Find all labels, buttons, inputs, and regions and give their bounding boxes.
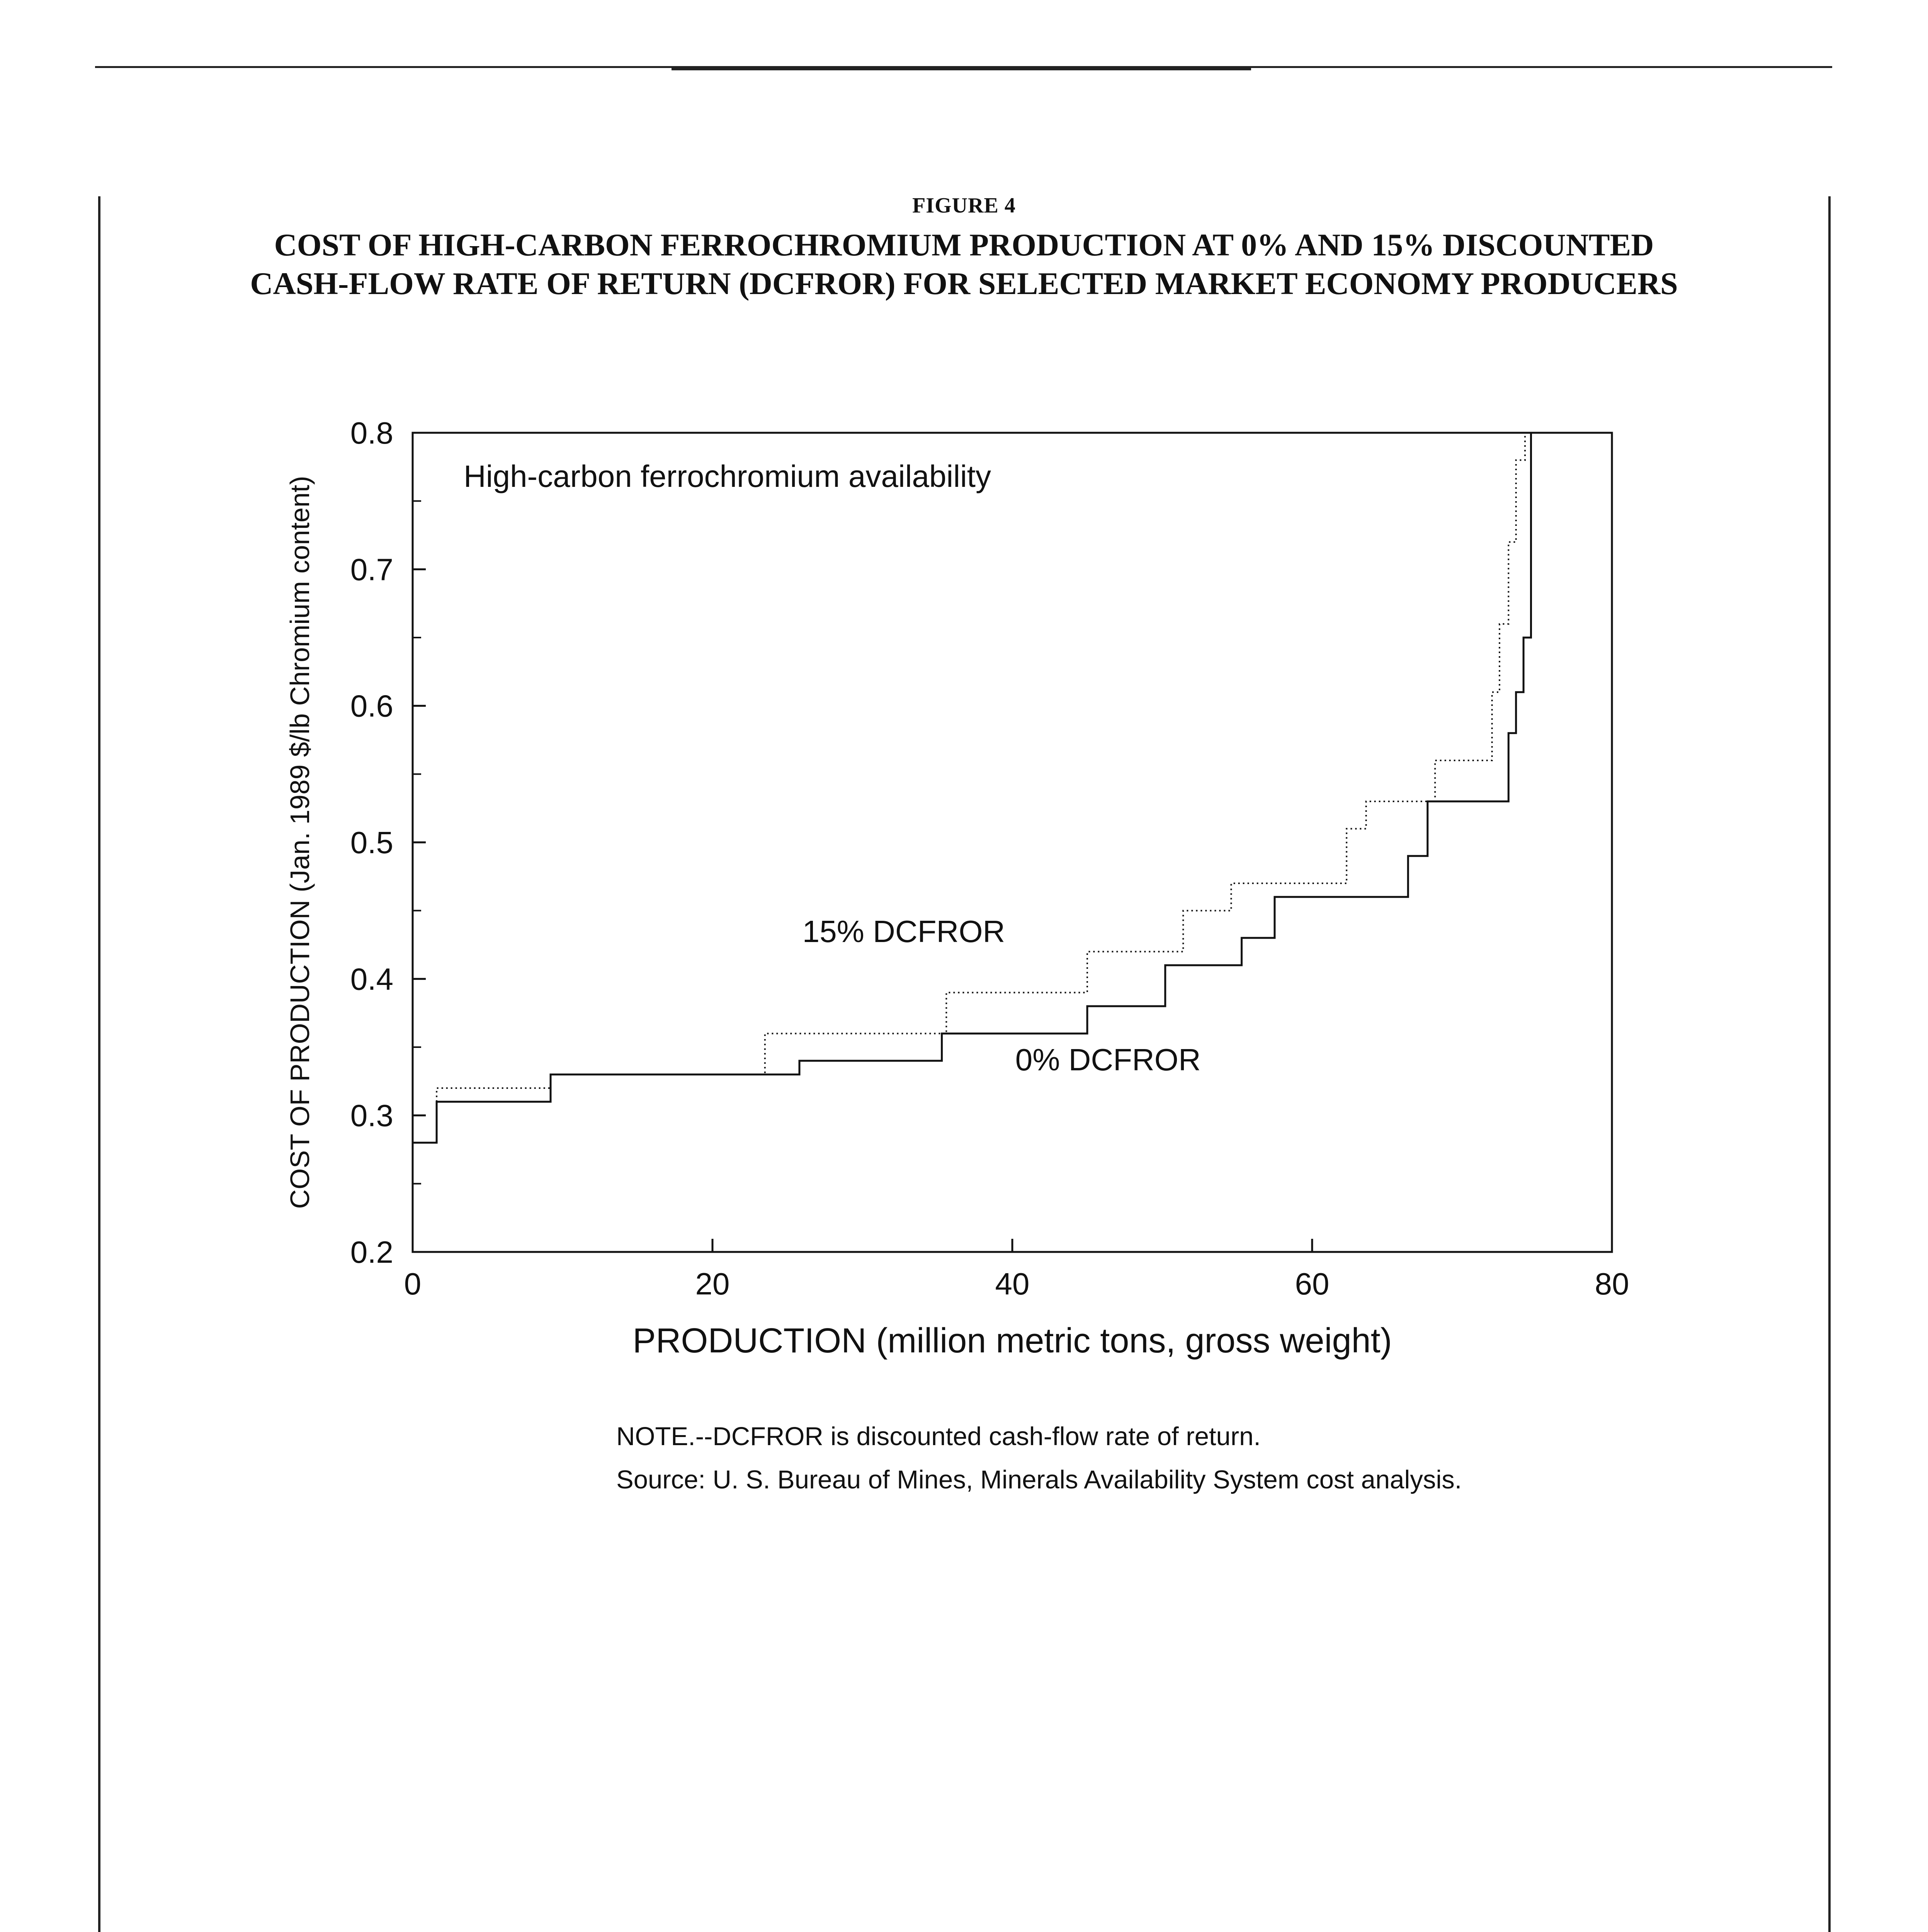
annotation-15pct-dcfror: 15% DCFROR	[802, 914, 1005, 949]
chart-notes	[616, 1415, 1462, 1502]
x-tick-label: 40	[995, 1267, 1030, 1301]
chart-labels	[285, 416, 1629, 1360]
y-tick-label: 0.4	[350, 962, 393, 997]
y-tick-label: 0.7	[350, 552, 393, 587]
x-tick-label: 20	[695, 1267, 730, 1301]
x-tick-label: 80	[1595, 1267, 1629, 1301]
plot-frame	[413, 433, 1612, 1252]
chart-title: High-carbon ferrochromium availability	[464, 459, 991, 493]
annotation-0pct-dcfror: 0% DCFROR	[1015, 1043, 1201, 1077]
y-tick-label: 0.5	[350, 825, 393, 860]
note-text: NOTE.--DCFROR is discounted cash-flow rate of return.	[616, 1422, 1261, 1451]
y-tick-label: 0.8	[350, 416, 393, 450]
series-group	[413, 433, 1531, 1143]
axis-ticks	[413, 433, 1612, 1252]
y-tick-label: 0.2	[350, 1235, 393, 1269]
series-15pct-dcfror	[413, 433, 1525, 1143]
x-tick-label: 0	[404, 1267, 422, 1301]
x-axis-label: PRODUCTION (million metric tons, gross weight)	[632, 1321, 1392, 1360]
y-tick-label: 0.6	[350, 689, 393, 723]
source-text: Source: U. S. Bureau of Mines, Minerals Availability System cost analysis.	[616, 1465, 1462, 1494]
figure-title-line-1: COST OF HIGH-CARBON FERROCHROMIUM PRODUCTION AT 0% AND 15% DISCOUNTED	[274, 227, 1654, 262]
y-tick-label: 0.3	[350, 1098, 393, 1133]
series-0pct-dcfror	[413, 433, 1531, 1143]
y-axis-label: COST OF PRODUCTION (Jan. 1989 $/lb Chromium content)	[285, 476, 315, 1209]
figure-title-line-2: CASH-FLOW RATE OF RETURN (DCFROR) FOR SELECTED MARKET ECONOMY PRODUCERS	[250, 266, 1678, 301]
x-tick-label: 60	[1295, 1267, 1330, 1301]
figure-label: FIGURE 4	[912, 194, 1016, 218]
